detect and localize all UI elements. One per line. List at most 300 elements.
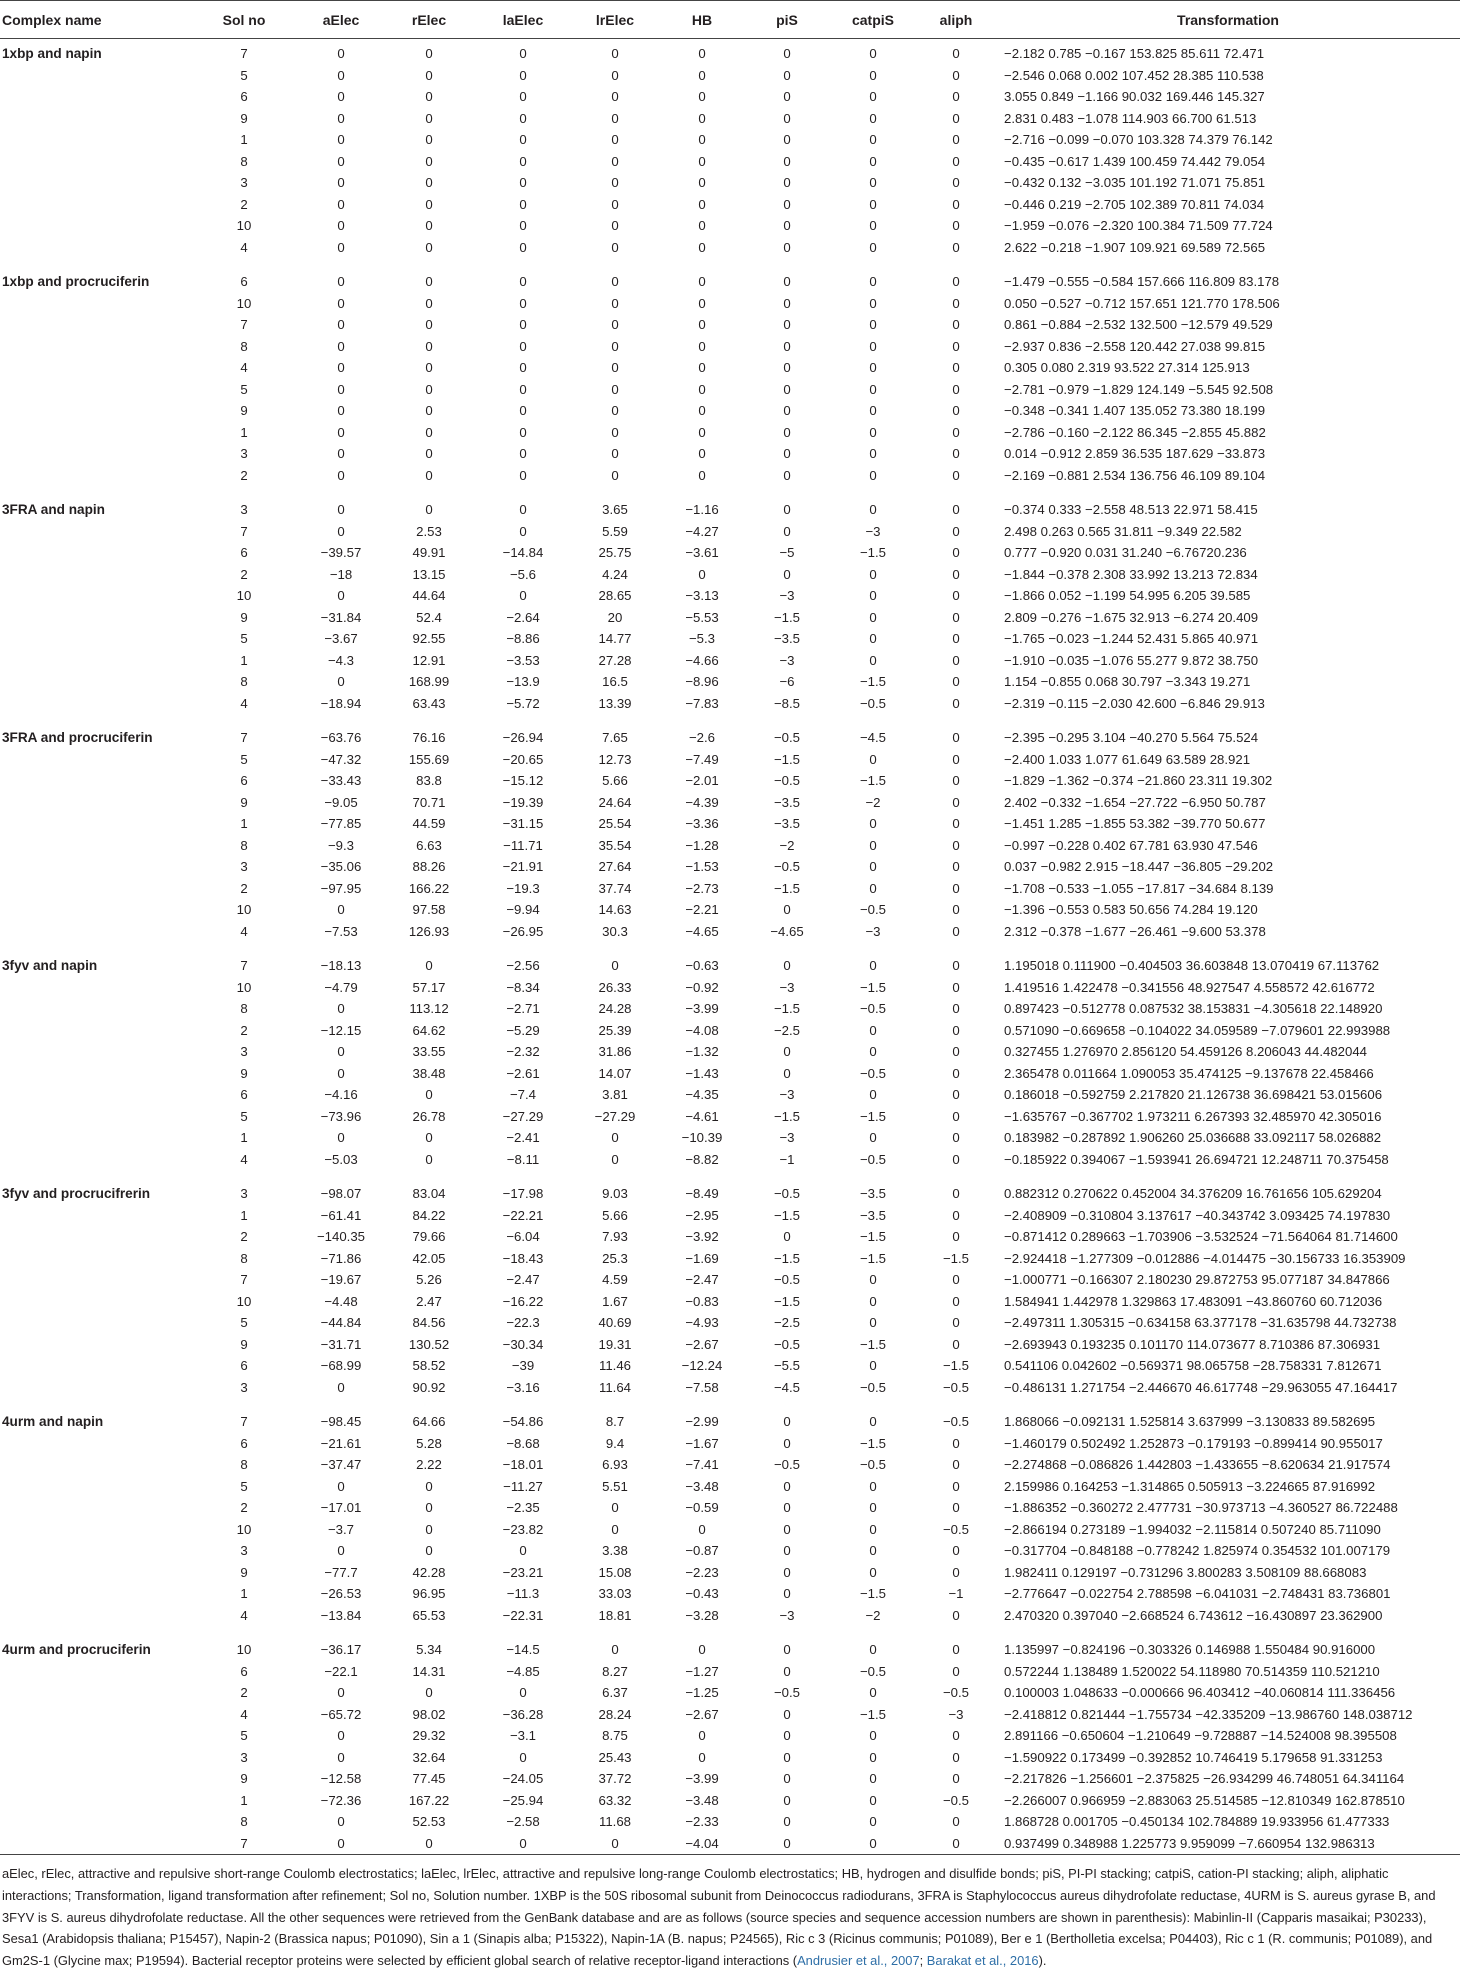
pis-cell: 0 <box>783 1586 791 1602</box>
transformation-cell: −2.776647 −0.022754 2.788598 −6.041031 −2.748431 83.736801 <box>1004 1586 1391 1602</box>
aelec-cell: 0 <box>337 67 345 83</box>
pis-cell: 0 <box>783 566 791 582</box>
laelec-cell: −20.65 <box>502 751 544 767</box>
catpis-cell: 0 <box>869 1293 877 1309</box>
complex-name-cell <box>0 1747 188 1769</box>
sol-no-cell: 2 <box>240 566 248 582</box>
complex-name-cell <box>0 1704 188 1726</box>
aelec-cell: 0 <box>337 674 345 690</box>
sol-no-cell: 1 <box>240 1792 248 1808</box>
aliph-cell: 0 <box>952 1229 960 1245</box>
aliph-cell: 0 <box>952 1564 960 1580</box>
sol-no-cell: 6 <box>240 1435 248 1451</box>
relec-cell: 83.04 <box>412 1186 446 1202</box>
hb-cell: −0.63 <box>685 958 719 974</box>
sol-no-cell: 4 <box>240 923 248 939</box>
lrelec-cell: 0 <box>611 67 619 83</box>
laelec-cell: 0 <box>519 317 527 333</box>
sol-no-cell: 8 <box>240 837 248 853</box>
lrelec-cell: 8.27 <box>602 1663 628 1679</box>
sol-no-cell: 1 <box>240 424 248 440</box>
pis-cell: 0 <box>783 175 791 191</box>
table-row <box>0 1291 1460 1313</box>
relec-cell: 0 <box>425 153 433 169</box>
complex-name-cell: 4urm and procruciferin <box>2 1642 151 1658</box>
pis-cell: 0 <box>783 1521 791 1537</box>
aliph-cell: −0.5 <box>942 1414 970 1430</box>
aelec-cell: 0 <box>337 175 345 191</box>
transformation-cell: −2.266007 0.966959 −2.883063 25.514585 −12.810349 162.878510 <box>1004 1792 1405 1808</box>
transformation-cell: 1.195018 0.111900 −0.404503 36.603848 13.070419 67.113762 <box>1004 958 1380 974</box>
relec-cell: 0 <box>425 317 433 333</box>
aliph-cell: 0 <box>952 1108 960 1124</box>
hb-cell: −2.99 <box>685 1414 719 1430</box>
table-row <box>0 486 1460 521</box>
pis-cell: 0 <box>783 502 791 518</box>
transformation-cell: −2.408909 −0.310804 3.137617 −40.343742 3.093425 74.197830 <box>1004 1207 1391 1223</box>
relec-cell: 0 <box>425 338 433 354</box>
lrelec-cell: 28.24 <box>598 1706 632 1722</box>
laelec-cell: 0 <box>519 338 527 354</box>
aelec-cell: 0 <box>337 1814 345 1830</box>
sol-no-cell: 2 <box>240 196 248 212</box>
aelec-cell: −77.7 <box>324 1564 358 1580</box>
lrelec-cell: 0 <box>611 295 619 311</box>
laelec-cell: −19.39 <box>502 794 544 810</box>
hb-cell: −4.04 <box>660 1833 744 1855</box>
citation-link-andrusier[interactable]: Andrusier et al., 2007 <box>797 1953 920 1969</box>
transformation-cell: −2.781 −0.979 −1.829 124.149 −5.545 92.508 <box>1004 381 1274 397</box>
aelec-cell: −3.7 <box>327 1521 355 1537</box>
aelec-cell: −18.94 <box>320 695 362 711</box>
aliph-cell: 0 <box>952 1814 960 1830</box>
hb-cell: 0 <box>698 274 706 290</box>
relec-cell: 155.69 <box>408 751 450 767</box>
lrelec-cell: 0 <box>611 958 619 974</box>
aliph-cell: 0 <box>952 46 960 62</box>
aelec-cell: −13.84 <box>320 1607 362 1623</box>
hb-cell: −12.24 <box>681 1358 723 1374</box>
pis-cell: −0.5 <box>773 1685 801 1701</box>
relec-cell: 49.91 <box>412 545 446 561</box>
hb-cell: −1.28 <box>685 837 719 853</box>
lrelec-cell: 0 <box>611 403 619 419</box>
transformation-cell: 0.305 0.080 2.319 93.522 27.314 125.913 <box>1004 360 1250 376</box>
aelec-cell: −37.47 <box>320 1457 362 1473</box>
catpis-cell: 0 <box>869 1771 877 1787</box>
hb-cell: −3.36 <box>685 816 719 832</box>
sol-no-cell: 8 <box>240 1814 248 1830</box>
hb-cell: −1.67 <box>685 1435 719 1451</box>
aliph-cell: 0 <box>952 1478 960 1494</box>
catpis-cell: 0 <box>869 1749 877 1765</box>
complex-name-cell <box>0 1127 188 1149</box>
sol-no-cell: 9 <box>240 110 248 126</box>
table-row <box>0 1334 1460 1356</box>
catpis-cell: 0 <box>869 153 877 169</box>
relec-cell: 88.26 <box>412 859 446 875</box>
hb-cell: −1.25 <box>685 1685 719 1701</box>
aliph-cell: 0 <box>952 1001 960 1017</box>
complex-name-cell <box>0 465 188 487</box>
aliph-cell: 0 <box>952 1771 960 1787</box>
complex-name-cell <box>0 443 188 465</box>
laelec-cell: −24.05 <box>502 1771 544 1787</box>
complex-name-cell <box>0 1605 188 1627</box>
lrelec-cell: 0 <box>611 132 619 148</box>
aelec-cell: −44.84 <box>320 1315 362 1331</box>
lrelec-cell: 37.72 <box>598 1771 632 1787</box>
sol-no-cell: 8 <box>240 1250 248 1266</box>
hb-cell: 0 <box>698 218 706 234</box>
lrelec-cell: 0 <box>611 218 619 234</box>
sol-no-cell: 5 <box>240 1108 248 1124</box>
hb-cell: −8.82 <box>685 1151 719 1167</box>
hb-cell: −4.39 <box>685 794 719 810</box>
catpis-cell: −1.5 <box>859 1435 887 1451</box>
pis-cell: −3.5 <box>773 794 801 810</box>
transformation-cell: −2.937 0.836 −2.558 120.442 27.038 99.815 <box>1004 338 1266 354</box>
laelec-cell: 0 <box>519 588 527 604</box>
laelec-cell: −54.86 <box>502 1414 544 1430</box>
complex-name-cell <box>0 1476 188 1498</box>
laelec-cell: −2.71 <box>506 1001 540 1017</box>
transformation-cell: −1.000771 −0.166307 2.180230 29.872753 95.077187 34.847866 <box>1004 1272 1390 1288</box>
lrelec-cell: 0 <box>570 1833 660 1855</box>
aliph-cell: 0 <box>952 424 960 440</box>
hb-cell: −4.27 <box>685 523 719 539</box>
complex-name-cell <box>0 1768 188 1790</box>
aelec-cell: −97.95 <box>320 880 362 896</box>
aelec-cell: 0 <box>337 132 345 148</box>
laelec-cell: −5.72 <box>506 695 540 711</box>
relec-cell: 63.43 <box>412 695 446 711</box>
pis-cell: 0 <box>783 239 791 255</box>
lrelec-cell: 5.66 <box>602 773 628 789</box>
aliph-cell: 0 <box>952 446 960 462</box>
table-row <box>0 1833 1460 1855</box>
laelec-cell: −9.94 <box>506 902 540 918</box>
table-row <box>0 1626 1460 1661</box>
catpis-cell: 0 <box>869 631 877 647</box>
aelec-cell: −72.36 <box>320 1792 362 1808</box>
hb-cell: −0.83 <box>685 1293 719 1309</box>
table-row <box>0 628 1460 650</box>
lrelec-cell: 25.39 <box>598 1022 632 1038</box>
complex-name-cell <box>0 1084 188 1106</box>
aelec-cell: −31.71 <box>320 1336 362 1352</box>
pis-cell: −1.5 <box>773 1250 801 1266</box>
hb-cell: −5.3 <box>688 631 716 647</box>
catpis-cell: 0 <box>869 1521 877 1537</box>
aliph-cell: −1 <box>948 1586 964 1602</box>
complex-name-cell <box>0 172 188 194</box>
footnote-end: ). <box>1038 1953 1047 1969</box>
table-row <box>0 215 1460 237</box>
catpis-cell: 0 <box>869 588 877 604</box>
relec-cell: 0 <box>425 1087 433 1103</box>
relec-cell: 38.48 <box>412 1065 446 1081</box>
complex-name-cell <box>0 1833 188 1855</box>
hb-cell: −4.93 <box>685 1315 719 1331</box>
hb-cell: −0.87 <box>685 1543 719 1559</box>
complex-name-cell <box>0 1433 188 1455</box>
complex-name-cell <box>0 314 188 336</box>
aelec-cell: −47.32 <box>320 751 362 767</box>
table-row <box>0 1312 1460 1334</box>
aliph-cell: 0 <box>952 545 960 561</box>
hb-cell: −2.21 <box>685 902 719 918</box>
complex-name-cell <box>0 1291 188 1313</box>
laelec-cell: −8.11 <box>506 1151 540 1167</box>
complex-name-cell <box>0 1020 188 1042</box>
laelec-cell: 0 <box>519 1685 527 1701</box>
aelec-cell: 0 <box>337 218 345 234</box>
table-row <box>0 194 1460 216</box>
aliph-cell: 0 <box>952 1130 960 1146</box>
header-lrelec: lrElec <box>570 1 660 39</box>
laelec-cell: −26.95 <box>502 923 544 939</box>
hb-cell: −7.49 <box>685 751 719 767</box>
sol-no-cell: 2 <box>240 467 248 483</box>
pis-cell: 0 <box>783 1728 791 1744</box>
sol-no-cell: 4 <box>240 239 248 255</box>
table-row <box>0 1084 1460 1106</box>
lrelec-cell: 27.28 <box>598 652 632 668</box>
complex-name-cell <box>0 1583 188 1605</box>
transformation-cell: −1.959 −0.076 −2.320 100.384 71.509 77.724 <box>1004 218 1273 234</box>
complex-name-cell <box>0 400 188 422</box>
catpis-cell: 0 <box>869 1728 877 1744</box>
transformation-cell: −0.185922 0.394067 −1.593941 26.694721 12.248711 70.375458 <box>1004 1151 1389 1167</box>
catpis-cell: −1.5 <box>859 545 887 561</box>
relec-cell: 65.53 <box>412 1607 446 1623</box>
aliph-cell: 0 <box>952 1022 960 1038</box>
transformation-cell: −1.765 −0.023 −1.244 52.431 5.865 40.971 <box>1004 631 1259 647</box>
catpis-cell: −0.5 <box>859 1065 887 1081</box>
table-row <box>0 400 1460 422</box>
complex-name-cell <box>0 607 188 629</box>
transformation-cell: 2.622 −0.218 −1.907 109.921 69.589 72.565 <box>1004 239 1266 255</box>
aliph-cell: 0 <box>952 1642 960 1658</box>
table-row <box>0 86 1460 108</box>
aliph-cell: 0 <box>952 1457 960 1473</box>
relec-cell: 84.56 <box>412 1315 446 1331</box>
lrelec-cell: 18.81 <box>598 1607 632 1623</box>
complex-name-cell: 3fyv and procrucifrerin <box>2 1186 151 1202</box>
pis-cell: −0.5 <box>773 859 801 875</box>
complex-name-cell <box>0 1497 188 1519</box>
laelec-cell: −2.56 <box>506 958 540 974</box>
laelec-cell: 0 <box>519 502 527 518</box>
pis-cell: 0 <box>783 360 791 376</box>
table-row <box>0 65 1460 87</box>
laelec-cell: −5.6 <box>509 566 537 582</box>
complex-name-cell <box>0 215 188 237</box>
table-row <box>0 129 1460 151</box>
transformation-cell: −2.693943 0.193235 0.101170 114.073677 8.710386 87.306931 <box>1004 1336 1381 1352</box>
relec-cell: 0 <box>425 218 433 234</box>
catpis-cell: 0 <box>869 446 877 462</box>
footnote-text: aElec, rElec, attractive and repulsive short-range Coulomb electrostatics; laElec, lrElec, attractive and repulsive long-range Coulomb electrostatics; HB, hydrogen and disulfide bonds; piS, PI-PI stacking; catpiS, cation-PI stacking; aliph, aliphatic interactions; Transformation, ligand transformation after refinement; Sol no, Solution number. 1XBP is the 50S ribosomal subunit from Deinococcus radiodurans, 3FRA is Staphylococcus aureus dihydrofolate reductase, 4URM is S. aureus gyrase B, and 3FYV is S. aureus dihydrofolate reductase. All the other sequences were retrieved from the GenBank database and are as follows (source species and sequence accession numbers are shown in parenthesis): Mabinlin-II (Capparis masaikai; P30233), Sesa1 (Arabidopsis thaliana; P15457), Napin-2 (Brassica napus; P01090), Sin a 1 (Sinapis alba; P15322), Napin-1A (B. napus; P24565), Ric c 3 (Ricinus communis; P01089), Ber e 1 (Bertholletia excelsa; P04403), Ric c 1 (R. communis; P01089), and Gm2S-1 (Glycine max; P19594). Bacterial receptor proteins were selected by efficient global search of relative receptor-ligand interactions ( <box>2 1866 1436 1969</box>
aliph-cell: 0 <box>952 89 960 105</box>
table-row <box>0 1454 1460 1476</box>
sol-no-cell: 1 <box>240 132 248 148</box>
pis-cell: −3 <box>779 1087 795 1103</box>
hb-cell: −3.48 <box>685 1792 719 1808</box>
relec-cell: 0 <box>425 1478 433 1494</box>
sol-no-cell: 9 <box>240 1336 248 1352</box>
hb-cell: −1.32 <box>685 1044 719 1060</box>
catpis-cell: −1.5 <box>859 1229 887 1245</box>
pis-cell: −0.5 <box>773 773 801 789</box>
aliph-cell: 0 <box>952 67 960 83</box>
sol-no-cell: 3 <box>240 502 248 518</box>
pis-cell: −3.5 <box>773 816 801 832</box>
complex-name-cell <box>0 86 188 108</box>
table-row <box>0 1747 1460 1769</box>
aliph-cell: 0 <box>952 588 960 604</box>
citation-link-barakat[interactable]: Barakat et al., 2016 <box>926 1953 1039 1969</box>
laelec-cell: 0 <box>519 89 527 105</box>
pis-cell: −5.5 <box>773 1358 801 1374</box>
catpis-cell: −3 <box>865 523 881 539</box>
pis-cell: −1.5 <box>773 751 801 767</box>
relec-cell: 2.22 <box>416 1457 442 1473</box>
pis-cell: 0 <box>783 110 791 126</box>
sol-no-cell: 2 <box>240 1022 248 1038</box>
transformation-cell: −0.348 −0.341 1.407 135.052 73.380 18.199 <box>1004 403 1266 419</box>
table-row <box>0 422 1460 444</box>
lrelec-cell: 3.38 <box>602 1543 628 1559</box>
sol-no-cell: 3 <box>240 1044 248 1060</box>
transformation-cell: −2.274868 −0.086826 1.442803 −1.433655 −8.620634 21.917574 <box>1004 1457 1391 1473</box>
aelec-cell: −73.96 <box>320 1108 362 1124</box>
lrelec-cell: 0 <box>611 317 619 333</box>
laelec-cell: −39 <box>511 1358 535 1374</box>
catpis-cell: 0 <box>869 360 877 376</box>
hb-cell: −3.99 <box>685 1001 719 1017</box>
table-row <box>0 564 1460 586</box>
table-row <box>0 585 1460 607</box>
hb-cell: −2.01 <box>685 773 719 789</box>
transformation-cell: −2.924418 −1.277309 −0.012886 −4.014475 −30.156733 16.353909 <box>1004 1250 1406 1266</box>
hb-cell: −4.65 <box>685 923 719 939</box>
catpis-cell: 0 <box>869 609 877 625</box>
aliph-cell: 0 <box>952 816 960 832</box>
lrelec-cell: 1.67 <box>602 1293 628 1309</box>
catpis-cell: 0 <box>869 1044 877 1060</box>
header-transformation: Transformation <box>996 1 1460 39</box>
transformation-cell: 2.891166 −0.650604 −1.210649 −9.728887 −14.524008 98.395508 <box>1004 1728 1397 1744</box>
complex-name-cell <box>0 422 188 444</box>
table-row <box>0 1768 1460 1790</box>
header-catpis: catpiS <box>830 1 916 39</box>
laelec-cell: −8.68 <box>506 1435 540 1451</box>
pis-cell: −4.5 <box>773 1379 801 1395</box>
aliph-cell: 0 <box>952 1293 960 1309</box>
hb-cell: 0 <box>698 1728 706 1744</box>
aliph-cell: 0 <box>952 566 960 582</box>
table-row <box>0 998 1460 1020</box>
laelec-cell: −11.27 <box>503 1478 543 1494</box>
aelec-cell: −35.06 <box>320 859 362 875</box>
hb-cell: 0 <box>698 424 706 440</box>
sol-no-cell: 5 <box>240 1315 248 1331</box>
pis-cell: −6 <box>779 674 795 690</box>
aliph-cell: 0 <box>952 218 960 234</box>
sol-no-cell: 3 <box>240 859 248 875</box>
complex-name-cell: 1xbp and procruciferin <box>2 274 150 290</box>
sol-no-cell: 7 <box>240 523 248 539</box>
lrelec-cell: 28.65 <box>598 588 632 604</box>
catpis-cell: 0 <box>869 816 877 832</box>
transformation-cell: 1.135997 −0.824196 −0.303326 0.146988 1.550484 90.916000 <box>1004 1642 1376 1658</box>
hb-cell: 0 <box>698 360 706 376</box>
complex-name-cell <box>0 564 188 586</box>
lrelec-cell: 25.54 <box>598 816 632 832</box>
table-row <box>0 1170 1460 1205</box>
catpis-cell: 0 <box>869 1792 877 1808</box>
table-row <box>0 1519 1460 1541</box>
catpis-cell: 0 <box>869 1315 877 1331</box>
catpis-cell: 0 <box>869 381 877 397</box>
catpis-cell: 0 <box>869 751 877 767</box>
laelec-cell: 0 <box>519 446 527 462</box>
transformation-cell: −1.396 −0.553 0.583 50.656 74.284 19.120 <box>1004 902 1258 918</box>
laelec-cell: −18.01 <box>502 1457 544 1473</box>
pis-cell: 0 <box>783 1543 791 1559</box>
hb-cell: 0 <box>698 295 706 311</box>
aliph-cell: 0 <box>952 1207 960 1223</box>
table-row <box>0 1725 1460 1747</box>
laelec-cell: −14.5 <box>506 1642 540 1658</box>
complex-name-cell <box>0 1540 188 1562</box>
aliph-cell: 0 <box>952 923 960 939</box>
catpis-cell: 0 <box>869 1642 877 1658</box>
relec-cell: 32.64 <box>412 1749 446 1765</box>
laelec-cell: 0 <box>519 360 527 376</box>
relec-cell: 113.12 <box>409 1001 449 1017</box>
lrelec-cell: 8.75 <box>602 1728 628 1744</box>
lrelec-cell: 12.73 <box>598 751 632 767</box>
laelec-cell: −2.41 <box>506 1130 540 1146</box>
complex-name-cell <box>0 1661 188 1683</box>
complex-name-cell <box>0 1041 188 1063</box>
lrelec-cell: 0 <box>611 196 619 212</box>
lrelec-cell: 63.32 <box>598 1792 632 1808</box>
table-row <box>0 899 1460 921</box>
aelec-cell: −4.16 <box>324 1087 358 1103</box>
pis-cell: 0 <box>783 1500 791 1516</box>
sol-no-cell: 10 <box>236 979 252 995</box>
complex-name-cell <box>0 65 188 87</box>
aliph-cell: −0.5 <box>942 1521 970 1537</box>
sol-no-cell: 8 <box>240 338 248 354</box>
aliph-cell: 0 <box>952 317 960 333</box>
lrelec-cell: 24.64 <box>598 794 632 810</box>
catpis-cell: −2 <box>865 1607 881 1623</box>
catpis-cell: 0 <box>869 1814 877 1830</box>
catpis-cell: −1.5 <box>859 1706 887 1722</box>
aelec-cell: −5.03 <box>324 1151 358 1167</box>
aliph-cell: −1.5 <box>942 1358 970 1374</box>
transformation-cell: −1.590922 0.173499 −0.392852 10.746419 5.179658 91.331253 <box>1004 1749 1383 1765</box>
table-row <box>0 835 1460 857</box>
aelec-cell: −18 <box>329 566 353 582</box>
catpis-cell: 0 <box>869 958 877 974</box>
pis-cell: 0 <box>783 1564 791 1580</box>
